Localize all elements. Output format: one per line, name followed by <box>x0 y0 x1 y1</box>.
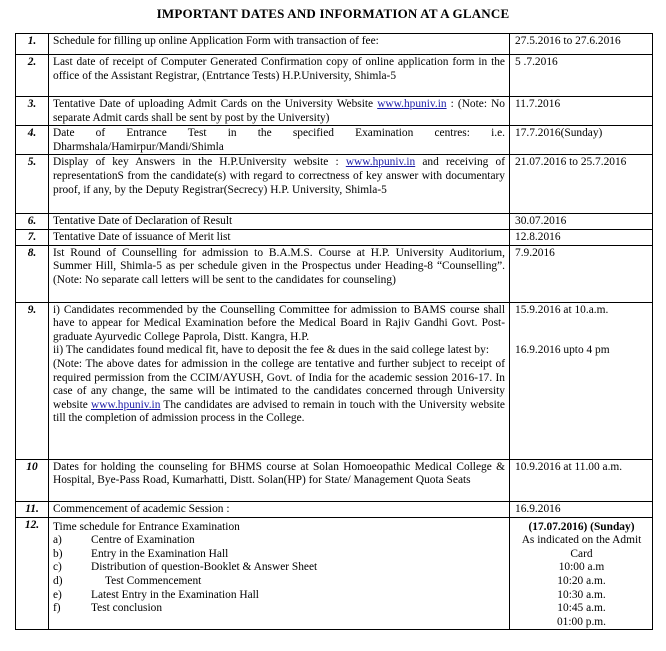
fee-deposit-date: 16.9.2016 upto 4 pm <box>515 344 610 357</box>
fee-deposit-text: ii) The candidates found medical fit, have to deposit the fee & dues in the said college latest by: <box>53 344 489 357</box>
row-description <box>49 155 510 214</box>
row-description: Date of Entrance Test in the specified Examination centres: i.e. Dharmshala/Hamirpur/Mandi/Shimla <box>49 126 510 155</box>
row-date: 17.7.2016(Sunday) <box>510 126 653 155</box>
row-date: 7.9.2016 <box>510 245 653 302</box>
item-text: Test Commencement <box>105 574 202 587</box>
university-website-link[interactable]: www.hpuniv.in <box>345 156 416 169</box>
schedule-time: 10:20 a.m. <box>557 574 606 587</box>
schedule-item <box>53 561 505 575</box>
row-description: Ist Round of Counselling for admission to B.A.M.S. Course at H.P. University Auditorium, Summer Hill, Shimla-5 as per schedule given in the Prospectus under Heading-8 “Counselling”.(Note: No separate call letters will be sent to the candidates for counseling) <box>49 245 510 302</box>
schedule-time: 10:30 a.m. <box>557 588 606 601</box>
schedule-item <box>53 602 505 616</box>
schedule-item <box>53 548 505 562</box>
table-row <box>16 517 653 630</box>
table-row <box>16 155 653 214</box>
item-text: Test conclusion <box>91 602 163 615</box>
admission-note <box>53 358 505 426</box>
medical-exam-text: i) Candidates recommended by the Counselling Committee for admission to BAMS course shall have to appear for Medical Examination before the Medical Board in Rajiv Gandhi Govt. Post-graduate Ayurvedic College Paprola, Distt. Kangra, H.P. <box>53 303 505 343</box>
row-description: Commencement of academic Session : <box>49 501 510 517</box>
row-date <box>510 517 653 630</box>
row-number: 4. <box>16 126 49 155</box>
row-date: 16.9.2016 <box>510 501 653 517</box>
item-label: f) <box>53 602 61 615</box>
item-text: Centre of Examination <box>91 534 195 547</box>
row-description: Tentative Date of issuance of Merit list <box>49 229 510 245</box>
schedule-time: 10:45 a.m. <box>557 602 606 615</box>
medical-exam-date: 15.9.2016 at 10.a.m. <box>515 303 609 316</box>
schedule-item <box>53 589 505 603</box>
row-date: 21.07.2016 to 25.7.2016 <box>510 155 653 214</box>
row-text: (Note: The above dates for admission in the college are tentative and further subject to receipt of required permission from the CCIM/AYUSH, Govt. of India for the academic session 2016-17. In case of any change, the same will be intimated to the candidates concerned through University website <box>53 357 505 411</box>
row-text: The candidates are advised to remain in touch with the University website till the completion of admission process in the College. <box>53 398 505 425</box>
exam-date: (17.07.2016) (Sunday) <box>528 520 635 533</box>
row-number: 6. <box>16 214 49 230</box>
dates-table <box>15 33 653 630</box>
table-row <box>16 501 653 517</box>
row-number: 1. <box>16 34 49 55</box>
item-label: d) <box>53 574 63 587</box>
row-number: 3. <box>16 97 49 126</box>
university-website-link[interactable]: www.hpuniv.in <box>91 398 161 411</box>
table-row <box>16 97 653 126</box>
item-text: Latest Entry in the Examination Hall <box>91 588 259 601</box>
item-text: Distribution of question-Booklet & Answer Sheet <box>91 561 318 574</box>
item-label: c) <box>53 561 62 574</box>
row-number: 10 <box>16 459 49 501</box>
row-description <box>49 302 510 459</box>
schedule-time: 10:00 a.m <box>558 561 605 574</box>
row-description <box>49 97 510 126</box>
schedule-item <box>53 534 505 548</box>
row-number: 8. <box>16 245 49 302</box>
item-label: a) <box>53 534 62 547</box>
row-date: 10.9.2016 at 11.00 a.m. <box>510 459 653 501</box>
row-text: Display of key Answers in the H.P.University website : <box>53 156 346 169</box>
table-row <box>16 55 653 97</box>
item-label: b) <box>53 547 63 560</box>
row-number: 9. <box>16 302 49 459</box>
row-text: and receiving of representationS from the candidate(s) with regard to correctness of key answer with documentary proof, if any, by the Deputy Registrar(Secrecy) H.P. University, Shimla-5 <box>53 156 505 196</box>
row-date: 27.5.2016 to 27.6.2016 <box>510 34 653 55</box>
row-description: Last date of receipt of Computer Generated Confirmation copy of online application form in the office of the Assistant Registrar, (Entrtance Tests) H.P.University, Shimla-5 <box>49 55 510 97</box>
page-title: IMPORTANT DATES AND INFORMATION AT A GLANCE <box>156 6 510 21</box>
table-row <box>16 245 653 302</box>
item-text: Entry in the Examination Hall <box>91 547 229 560</box>
table-row <box>16 126 653 155</box>
row-date <box>510 302 653 459</box>
row-description: Dates for holding the counseling for BHMS course at Solan Homoeopathic Medical College & Hospital, Bye-Pass Road, Kumarhatti, Distt. Solan(HP) for State/ Management Quota Seats <box>49 459 510 501</box>
item-label: e) <box>53 588 62 601</box>
row-number: 7. <box>16 229 49 245</box>
schedule-time: 01:00 p.m. <box>556 615 607 628</box>
table-row <box>16 459 653 501</box>
row-number: 2. <box>16 55 49 97</box>
exam-schedule-heading: Time schedule for Entrance Examination <box>53 520 240 533</box>
row-date: 30.07.2016 <box>510 214 653 230</box>
row-description: Tentative Date of Declaration of Result <box>49 214 510 230</box>
centre-note: As indicated on the Admit Card <box>521 534 642 560</box>
row-date: 11.7.2016 <box>510 97 653 126</box>
row-number: 12. <box>16 517 49 630</box>
row-date: 5 .7.2016 <box>510 55 653 97</box>
row-text: : (Note: No separate Admit cards shall be sent by post by the University) <box>53 98 506 124</box>
row-description <box>49 517 510 630</box>
row-number: 5. <box>16 155 49 214</box>
row-date: 12.8.2016 <box>510 229 653 245</box>
table-row <box>16 229 653 245</box>
table-row <box>16 34 653 55</box>
row-description: Schedule for filling up online Application Form with transaction of fee: <box>49 34 510 55</box>
university-website-link[interactable]: www.hpuniv.in <box>377 98 447 110</box>
schedule-item <box>53 575 505 589</box>
row-text: Tentative Date of uploading Admit Cards on the University Website <box>53 98 378 110</box>
table-row <box>16 214 653 230</box>
row-number: 11. <box>16 501 49 517</box>
table-row <box>16 302 653 459</box>
